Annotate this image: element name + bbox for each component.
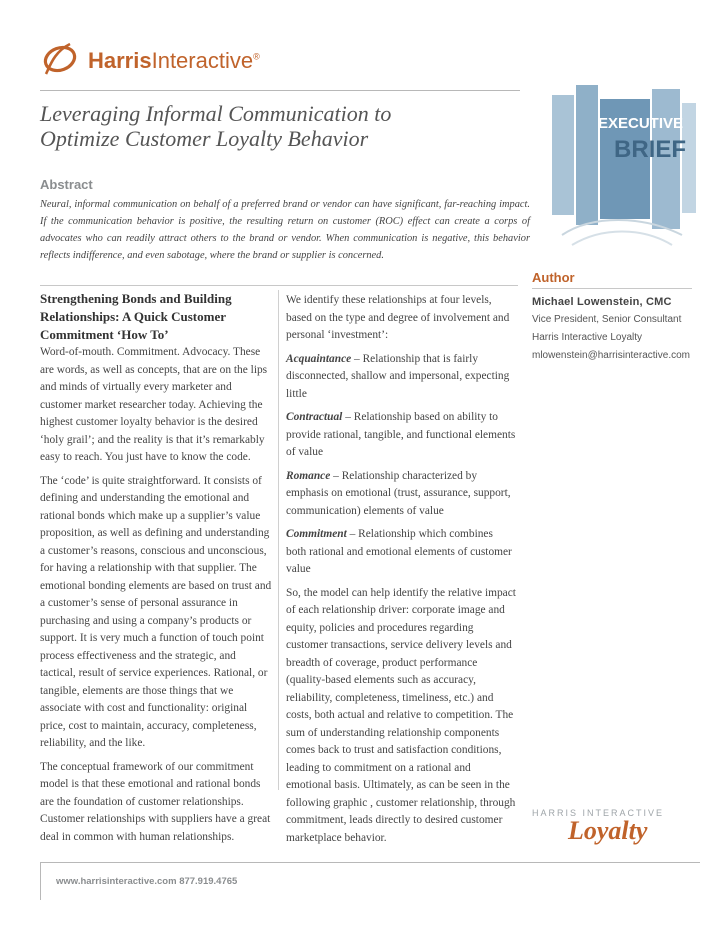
paragraph: Word-of-mouth. Commitment. Advocacy. These are words, as well as concepts, that are on the lips and minds of virtually every marketer and customer market researcher today. Achieving the highest customer loyalty behavior is the desired ‘holy grail’; and the reality is that it’s remarkably easy to reach. You just have to know the code. [40, 346, 268, 463]
paragraph: The ‘code’ is quite straightforward. It consists of defining and understanding the emotional and rational bonds which make up a supplier’s value proposition, as well as defining and understanding a customer’s reasons, conscious and unconscious, for having a relationship with that supplier. The emotional bonding elements are based on trust and a customer’s sense of personal assurance in purchasing and using a company’s products or support. It is very much a function of touch point process effectiveness and the strategic, and tactical, result of service experiences. Rational, or tangible, elements are those things that we associate with cost and functionality: original price, cost to maintain, accuracy, completeness, reliability, and the like. [40, 474, 272, 749]
footer-rule [40, 862, 700, 863]
column-right [286, 292, 516, 853]
page-title: Leveraging Informal Communication to Optimize Customer Loyalty Behavior [40, 101, 392, 151]
executive-brief-badge [532, 85, 700, 255]
column-divider [278, 290, 279, 790]
author-rule [532, 288, 692, 289]
relationship-level: Contractual – Relationship based on ability to provide rational, tangible, and functional elements of value [286, 411, 516, 458]
section-subheading: Strengthening Bonds and Building Relationships: A Quick Customer Commitment ‘How To’ [40, 291, 232, 342]
logo-swirl-icon [40, 40, 84, 76]
abstract-heading: Abstract [40, 177, 93, 192]
author-email[interactable]: mlowenstein@harrisinteractive.com [532, 350, 690, 361]
footer-contact[interactable]: www.harrisinteractive.com 877.919.4765 [56, 876, 238, 887]
harris-interactive-logo [40, 40, 280, 80]
relationship-level: Commitment – Relationship which combines both rational and emotional elements of customer value [286, 528, 512, 575]
author-heading: Author [532, 270, 575, 285]
author-role: Vice President, Senior Consultant [532, 314, 682, 325]
body-rule [40, 285, 518, 286]
author-name: Michael Lowenstein, CMC [532, 296, 672, 308]
logo-wordmark: HarrisInteractive® [88, 48, 260, 73]
footer-rule-vertical [40, 862, 41, 900]
relationship-level: Acquaintance – Relationship that is fairly disconnected, shallow and impersonal, expecting little [286, 352, 510, 400]
relationship-level: Romance – Relationship characterized by emphasis on emotional (trust, assurance, support, communication) elements of value [286, 469, 511, 517]
column-left [40, 290, 272, 852]
badge-line2: BRIEF [614, 136, 686, 163]
paragraph: So, the model can help identify the relative impact of each relationship driver: corporate image and equity, policies and procedures regarding customer transactions, service delivery levels and breadth of coverage, product performance (quality-based elements such as accuracy, reliability, completeness, timeliness, etc.) and costs, both actual and relative to competition. The sum of understanding relationship components comes back to trust and satisfaction conditions, leading to commitment on a rational and emotional basis. Ultimately, as can be seen in the following graphic , customer relationship, through commitment, leads directly to desired customer marketplace behavior. [286, 586, 516, 844]
paragraph: We identify these relationships at four levels, based on the type and degree of involvement and personal ‘investment’: [286, 294, 510, 341]
author-block [532, 293, 702, 365]
header-rule [40, 90, 520, 91]
author-org: Harris Interactive Loyalty [532, 332, 643, 343]
loyalty-logo: HARRIS INTERACTIVE Loyalty [532, 808, 665, 845]
paragraph: The conceptual framework of our commitment model is that these emotional and rational bonds are the foundation of customer relationships. Customer relationships with suppliers have a great deal in common with human relationships. [40, 760, 271, 843]
abstract-text: Neural, informal communication on behalf of a preferred brand or vendor can have significant, far-reaching impact. If the communication behavior is positive, the resulting return on customer (ROC) effect can create a corps of advocates who can readily attract others to the brand or vendor. When communication is negative, this behavior reflects indifference, and even sabotage, where the brand or supplier is concerned. [40, 199, 530, 261]
badge-line1: EXECUTIVE [598, 115, 684, 132]
